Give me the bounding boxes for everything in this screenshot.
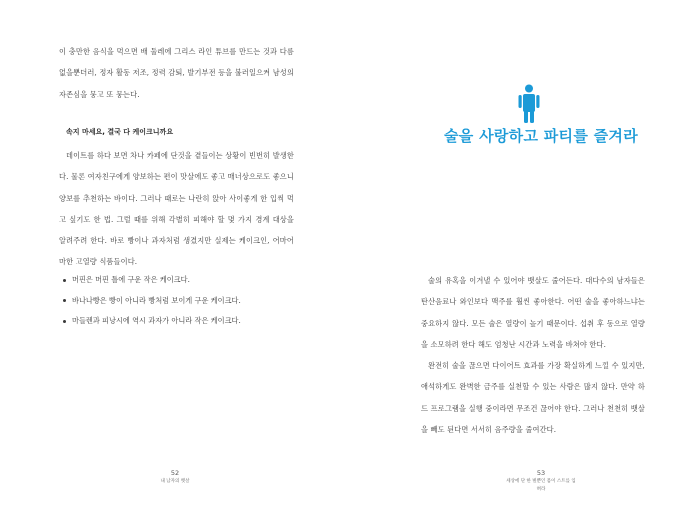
bullet-icon [63, 279, 66, 282]
bullet-icon [63, 320, 66, 323]
list-item-text: 바나나빵은 빵이 아니라 빵처럼 보이게 구운 케이크다. [72, 295, 241, 305]
page-footer [505, 469, 577, 494]
list-item [59, 291, 299, 312]
page-footer [145, 469, 205, 486]
list-item-text: 마들렌과 피낭시에 역시 과자가 아니라 작은 케이크다. [72, 316, 241, 325]
list-item [59, 270, 299, 291]
chapter-title: 술을 사랑하고 파티를 즐겨라 [443, 127, 639, 145]
running-title: 세상에 단 한 벌뿐인 몸이 스트를 입혀라 [506, 479, 576, 492]
intro-paragraph: 이 충만한 음식을 먹으면 배 둘레에 그리스 라인 튜브를 만드는 것과 다름없을뿐더러, 정자 활동 저조, 정력 감퇴, 발기부전 등을 불러일으켜 남성의 자존심을 뭉고 또 뭉는다. [59, 47, 294, 99]
bullet-list [59, 270, 299, 332]
body-paragraph: 데이트를 하다 보면 차나 카페에 단것을 곁들이는 상황이 빈번히 발생한다. 물론 여자친구에게 양보하는 편이 맛살에도 좋고 매너상으로도 좋으니 양보를 추천하는 바이다. 그러나 때로는 나란히 앉아 사이좋게 한 입씩 먹고 싶기도 한 법. 그럴 때를 위해 각별히 피해야 할 몇 가지 경계 대상을 알려주려 한다. 바로 빵이나 과자처럼 생겼지만 실제는 케이크인, 어마어마한 고열량 식품들이다. [59, 151, 294, 267]
bullet-icon [63, 299, 66, 302]
list-item [59, 311, 299, 332]
list-item-text: 머핀은 머핀 틀에 구운 작은 케이크다. [72, 275, 190, 284]
running-title: 내 남자의 뱃살 [160, 479, 190, 484]
person-icon [516, 84, 542, 124]
right-page [350, 0, 700, 518]
section-heading: 속지 마세요, 결국 다 케이크니까요 [66, 128, 174, 136]
page-number: 52 [170, 469, 180, 477]
body-paragraph: 완전히 술을 끊으면 다이어트 효과를 가장 확실하게 느낄 수 있지만, 애석하게도 완벽한 금주를 실천할 수 있는 사람은 많지 않다. 만약 하드 프로그램을 실행 중이라면 무조건 끊어야 한다. 그러나 천천히 뱃살을 빼도 된다면 서서히 음주량을 줄여간다. [421, 361, 645, 434]
body-paragraph: 술의 유혹을 이겨낼 수 있어야 뱃살도 줄어든다. 대다수의 남자들은 탄산음료나 와인보다 맥주를 훨씬 좋아한다. 어떤 술을 좋아하느냐는 중요하지 않다. 모든 술은 열량이 높기 때문이다. 섭취 후 동으로 열량을 소모하려 한다 해도 엄청난 시간과 노력을 바쳐야 한다. [421, 276, 645, 349]
page-number: 53 [536, 469, 546, 477]
